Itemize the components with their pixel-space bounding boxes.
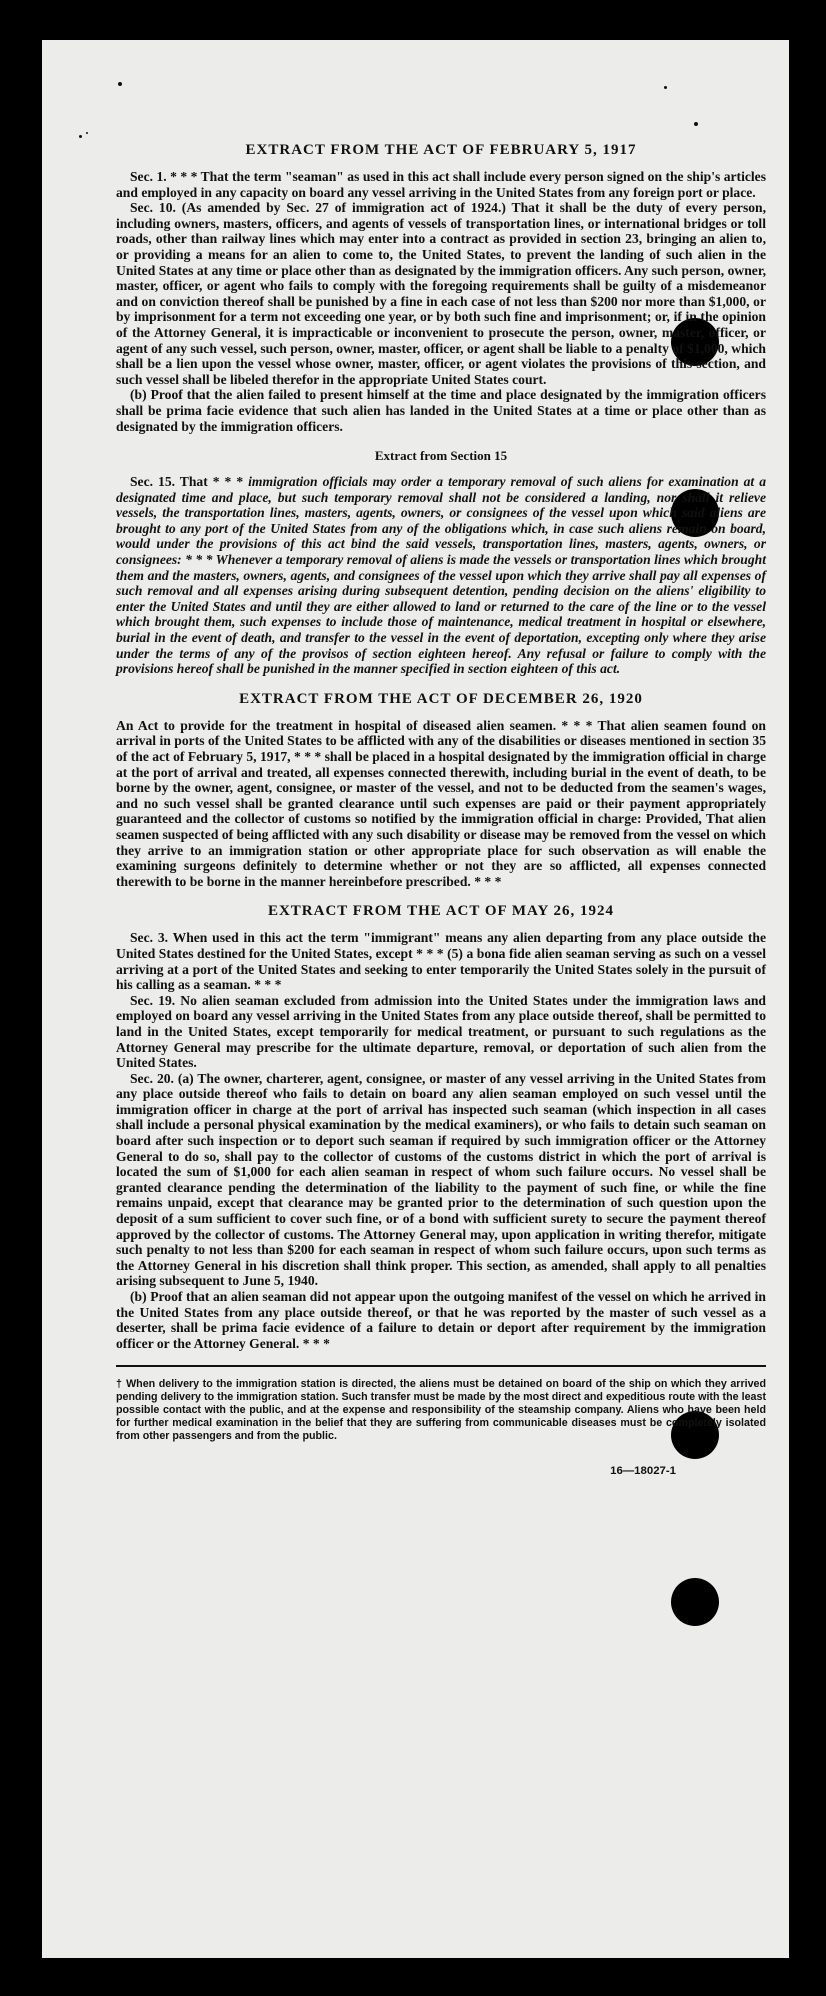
ink-speck bbox=[664, 86, 667, 89]
section-20a-text: Sec. 20. (a) The owner, charterer, agent, consignee, or master of any vessel arriving in the United States from any place outside thereof who fails to detain on board any alien seaman employed on such vessel until the immigration officer in charge at the port of arrival has inspected such seaman (which inspection in all cases shall include a personal physical examination by the medical examiners), or who fails to detain such seaman on board after such inspection or to deport such seaman if required by such immigration officer or the Attorney General to do so, shall pay to the collector of customs of the customs district in which the port of arrival is located the sum of $1,000 for each alien seaman in respect of whom such failure occurs. No vessel shall be granted clearance pending the determination of the liability to the payment of such fine, or while the fine remains unpaid, except that clearance may be granted prior to the determination of such question upon the deposit of a sum sufficient to cover such fine, or of a bond with sufficient surety to secure the payment thereof approved by the collector of customs. The Attorney General may, upon application in writing therefor, mitigate such penalty to not less than $200 for each seaman in respect of whom such failure occurs, upon such terms as the Attorney General in his discretion shall think proper. This section, as amended, shall apply to all penalties arising subsequent to June 5, 1940. bbox=[116, 1070, 766, 1289]
subheading-section-15: Extract from Section 15 bbox=[374, 448, 508, 464]
act-1920-text: An Act to provide for the treatment in hospital of diseased alien seamen. * * * That alien seamen found on arrival in ports of the United States to be afflicted with any of the disabilities or diseases mentioned in section 35 of the act of February 5, 1917, * * * shall be placed in a hospital designated by the immigration official in charge at the port of arrival and treated, all expenses connected therewith, including burial in the event of death, to be borne by the owner, agent, consignee, or master of the vessel, and not to be deducted from the seamen's wages, and no such vessel shall be granted clearance until such expenses are paid or their payment appropriately guaranteed and the collector of customs so notified by the immigration official in charge: Provided, That alien seamen suspected of being afflicted with any such disability or disease may be removed from the vessel on which they arrive to an immigration station or other appropriate place for such observation as will enable the examining surgeons definitely to determine whether or not they are so afflicted, all expenses connected therewith to be borne in the manner hereinbefore prescribed. * * * bbox=[116, 717, 766, 889]
document-page bbox=[42, 40, 789, 1958]
section-19-text: Sec. 19. No alien seaman excluded from admission into the United States under the immigration laws and employed on board any vessel arriving in the United States from any place outside thereof, shall be permitted to land in the United States, except temporarily for medical treatment, or pursuant to such regulations as the Attorney General may prescribe for the ultimate departure, removal, or deportation of such alien from the United States. bbox=[116, 992, 766, 1071]
footnote-text: † When delivery to the immigration station is directed, the aliens must be detained on board of the ship on which they arrived pending delivery to the immigration station. Such transfer must be made by the most direct and expeditious route with the least possible contact with the public, and at the expense and responsibility of the steamship company. Aliens who have been held for further medical examination in the belief that they are suffering from communicable diseases must be completely isolated from other passengers and from the public. bbox=[116, 1378, 766, 1442]
ink-speck bbox=[118, 82, 122, 86]
section-20b-text: (b) Proof that an alien seaman did not appear upon the outgoing manifest of the vessel on which he arrived in the United States from any place outside thereof, or that he was reported by the master of such vessel as a deserter, shall be prima facie evidence of a failure to detain or deport after requirement by the immigration officer or the Attorney General. * * * bbox=[116, 1289, 766, 1351]
section-15-body: immigration officials may order a temporary removal of such aliens for examination at a designated time and place, but such temporary removal shall not be considered a landing, nor shall it relieve vessels, the transportation lines, masters, agents, owners, or consignees of the vessel upon which said aliens are brought to any port of the United States from any of the obligations which, in case such aliens remain on board, would under the provisions of this act bind the said vessels, transportation lines, masters, agents, owners, or consignees: * * * Whenever a temporary removal of aliens is made the vessels or transportation lines which brought them and the masters, owners, agents, and consignees of the vessel upon which they arrive shall pay all expenses of such removal and all expenses arising during subsequent detention, pending decision on the aliens' eligibility to enter the United States and until they are either allowed to land or returned to the care of the line or to the vessel which brought them, such expenses to include those of maintenance, medical treatment in hospital or elsewhere, burial in the event of death, and transfer to the vessel in the event of deportation, excepting only where they arise under the terms of any of the provisos of section eighteen hereof. Any refusal or failure to comply with the provisions hereof shall be punished in the manner specified in section eighteen of this act. bbox=[116, 474, 767, 677]
heading-act-1924: EXTRACT FROM THE ACT OF MAY 26, 1924 bbox=[267, 903, 615, 920]
document-body bbox=[116, 142, 766, 1477]
form-code: 16—18027-1 bbox=[610, 1464, 676, 1477]
ink-speck bbox=[79, 135, 82, 138]
ink-speck bbox=[694, 122, 698, 126]
punch-hole bbox=[671, 1578, 719, 1626]
section-3-text: Sec. 3. When used in this act the term "immigrant" means any alien departing from any place outside the United States destined for the United States, except * * * (5) a bona fide alien seaman serving as such on a vessel arriving at a port of the United States and seeking to enter temporarily the United States solely in the pursuit of his calling as a seaman. * * * bbox=[116, 930, 766, 993]
section-15-lead: Sec. 15. That * * * bbox=[130, 474, 244, 490]
heading-act-1920: EXTRACT FROM THE ACT OF DECEMBER 26, 1920 bbox=[239, 690, 643, 707]
section-10-text: Sec. 10. (As amended by Sec. 27 of immigration act of 1924.) That it shall be the duty of every person, including owners, masters, officers, and agents of vessels of transportation lines, or international bridges or toll roads, other than railway lines which may enter into a contract as provided in section 23, bringing an alien to, or providing a means for an alien to come to, the United States, to prevent the landing of such alien in the United States at any time or place other than as designated by the immigration officers. Any such person, owner, master, officer, or agent who fails to comply with the foregoing requirements shall be guilty of a misdemeanor and on conviction thereof shall be punished by a fine in each case of not less than $200 nor more than $1,000, or by imprisonment for a term not exceeding one year, or by both such fine and imprisonment; or, if in the opinion of the Attorney General, it is impracticable or inconvenient to prosecute the person, owner, master, officer, or agent of any such vessel, such person, owner, master, officer, or agent shall be liable to a penalty of $1,000, which shall be a lien upon the vessel whose owner, master, officer, or agent violates the provisions of this section, and such vessel shall be libeled therefor in the appropriate United States court. bbox=[116, 200, 766, 387]
ink-speck bbox=[86, 132, 88, 134]
heading-act-1917: EXTRACT FROM THE ACT OF FEBRUARY 5, 1917 bbox=[245, 142, 637, 158]
section-1-text: Sec. 1. * * * That the term "seaman" as used in this act shall include every person signed on the ship's articles and employed in any capacity on board any vessel arriving in the United States from any foreign port or place. bbox=[116, 169, 766, 200]
section-15-text bbox=[116, 474, 766, 677]
section-10b-text: (b) Proof that the alien failed to present himself at the time and place designated by the immigration officers shall be prima facie evidence that such alien has landed in the United States at a time or place other than as designated by the immigration officers. bbox=[116, 387, 766, 434]
footnote-divider bbox=[116, 1365, 766, 1367]
